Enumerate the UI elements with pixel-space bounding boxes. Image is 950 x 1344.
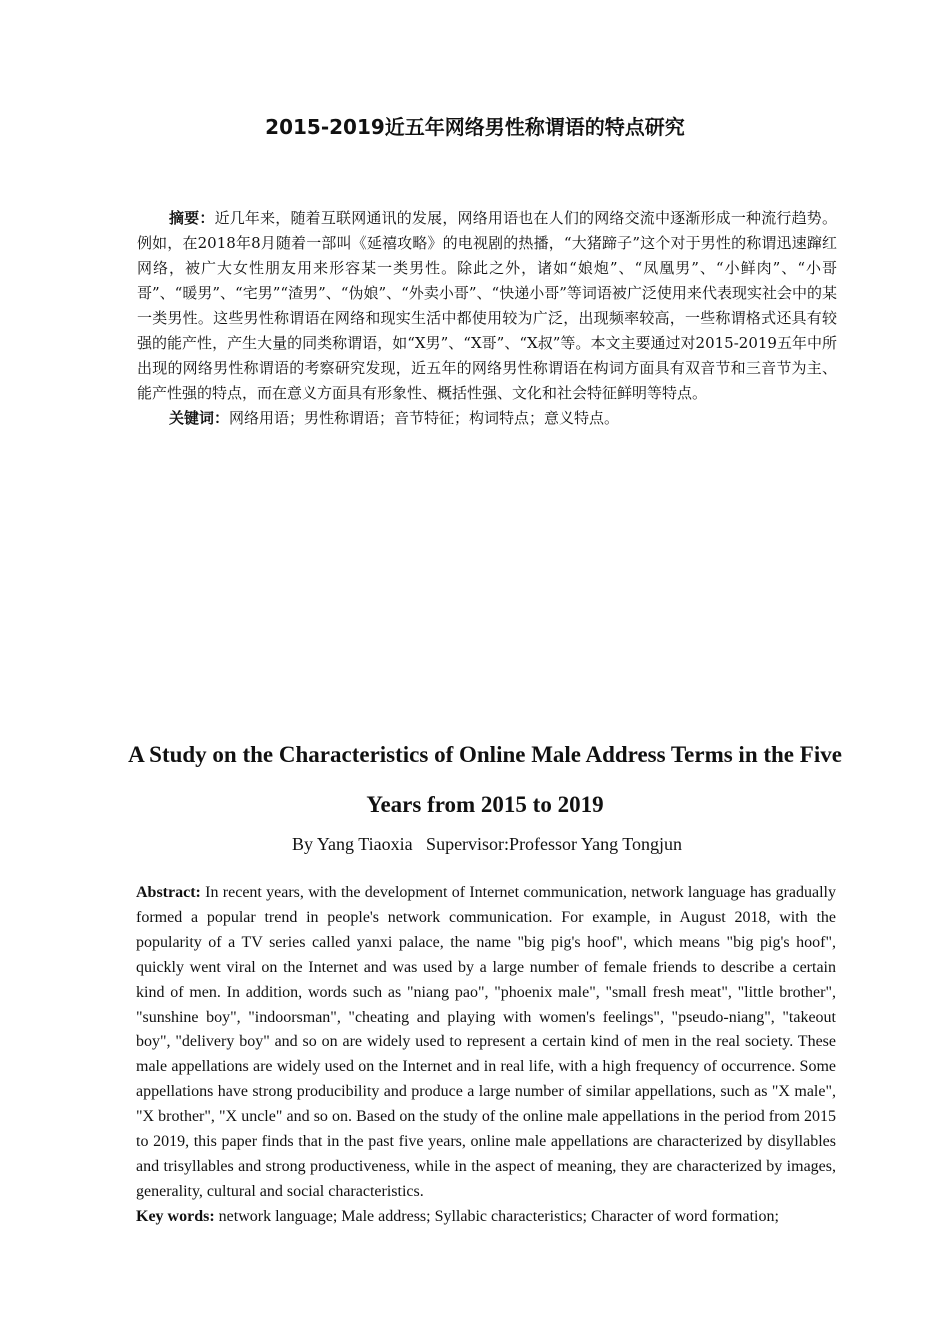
chinese-abstract bbox=[137, 206, 837, 406]
chinese-title: 2015-2019近五年网络男性称谓语的特点研究 bbox=[265, 115, 685, 139]
chinese-abstract-section bbox=[137, 206, 837, 431]
english-keywords-text: network language; Male address; Syllabic characteristics; Character of word formation; bbox=[214, 1207, 779, 1225]
chinese-keywords-label: 关键词： bbox=[169, 409, 230, 427]
chinese-abstract-label: 摘要： bbox=[169, 209, 215, 227]
english-abstract bbox=[136, 881, 836, 1205]
english-keywords bbox=[136, 1205, 836, 1230]
chinese-abstract-text: 近几年来，随着互联网通讯的发展，网络用语也在人们的网络交流中逐渐形成一种流行趋势。例如，在2018年8月随着一部叫《延禧攻略》的电视剧的热播，“大猪蹄子”这个对于男性的称谓迅速蹿红网络，被广大女性朋友用来形容某一类男性。除此之外，诸如“娘炮”、“凤凰男”、“小鲜肉”、“小哥哥”、“暖男”、“宅男”“渣男”、“伪娘”、“外卖小哥”、“快递小哥”等词语被广泛使用来代表现实社会中的某一类男性。这些男性称谓语在网络和现实生活中都使用较为广泛，出现频率较高，一些称谓格式还具有较强的能产性，产生大量的同类称谓语，如“X男”、“X哥”、“X叔”等。本文主要通过对2015-2019五年中所出现的网络男性称谓语的考察研究发现，近五年的网络男性称谓语在构词方面具有双音节和三音节为主、能产性强的特点，而在意义方面具有形象性、概括性强、文化和社会特征鲜明等特点。 bbox=[137, 209, 837, 402]
chinese-keywords-text: 网络用语；男性称谓语；音节特征；构词特点；意义特点。 bbox=[229, 409, 620, 427]
english-abstract-label: Abstract: bbox=[136, 884, 201, 901]
english-abstract-section bbox=[136, 881, 836, 1230]
english-keywords-label: Key words: bbox=[136, 1207, 215, 1225]
chinese-keywords bbox=[137, 406, 837, 431]
author-byline: By Yang Tiaoxia Supervisor:Professor Yang Tongjun bbox=[292, 834, 682, 854]
english-abstract-text: In recent years, with the development of Internet communication, network language has gradually formed a popular trend in people's network communication. For example, in August 2018, with the popularity of a TV series called yanxi palace, the name "big pig's hoof", which means "big pig's hoof", quickly went viral on the Internet and was used by a large number of female friends to describe a certain kind of men. In addition, words such as "niang pao", "phoenix male", "small fresh meat", "little brother", "sunshine boy", "indoorsman", "cheating and playing with women's feelings", "pseudo-niang", "takeout boy", "delivery boy" and so on are widely used to represent a certain kind of men in the real society. These male appellations are widely used on the Internet and in real life, with a high frequency of occurrence. Some appellations have strong producibility and produce a large number of similar appellations, such as "X male", "X brother", "X uncle" and so on. Based on the study of the online male appellations in the period from 2015 to 2019, this paper finds that in the past five years, online male appellations are characterized by disyllables and trisyllables and strong productiveness, while in the aspect of meaning, they are characterized by images, generality, cultural and social characteristics. bbox=[136, 884, 836, 1200]
english-title: A Study on the Characteristics of Online Male Address Terms in the Five Years from 2015 to 2019 bbox=[128, 742, 842, 817]
